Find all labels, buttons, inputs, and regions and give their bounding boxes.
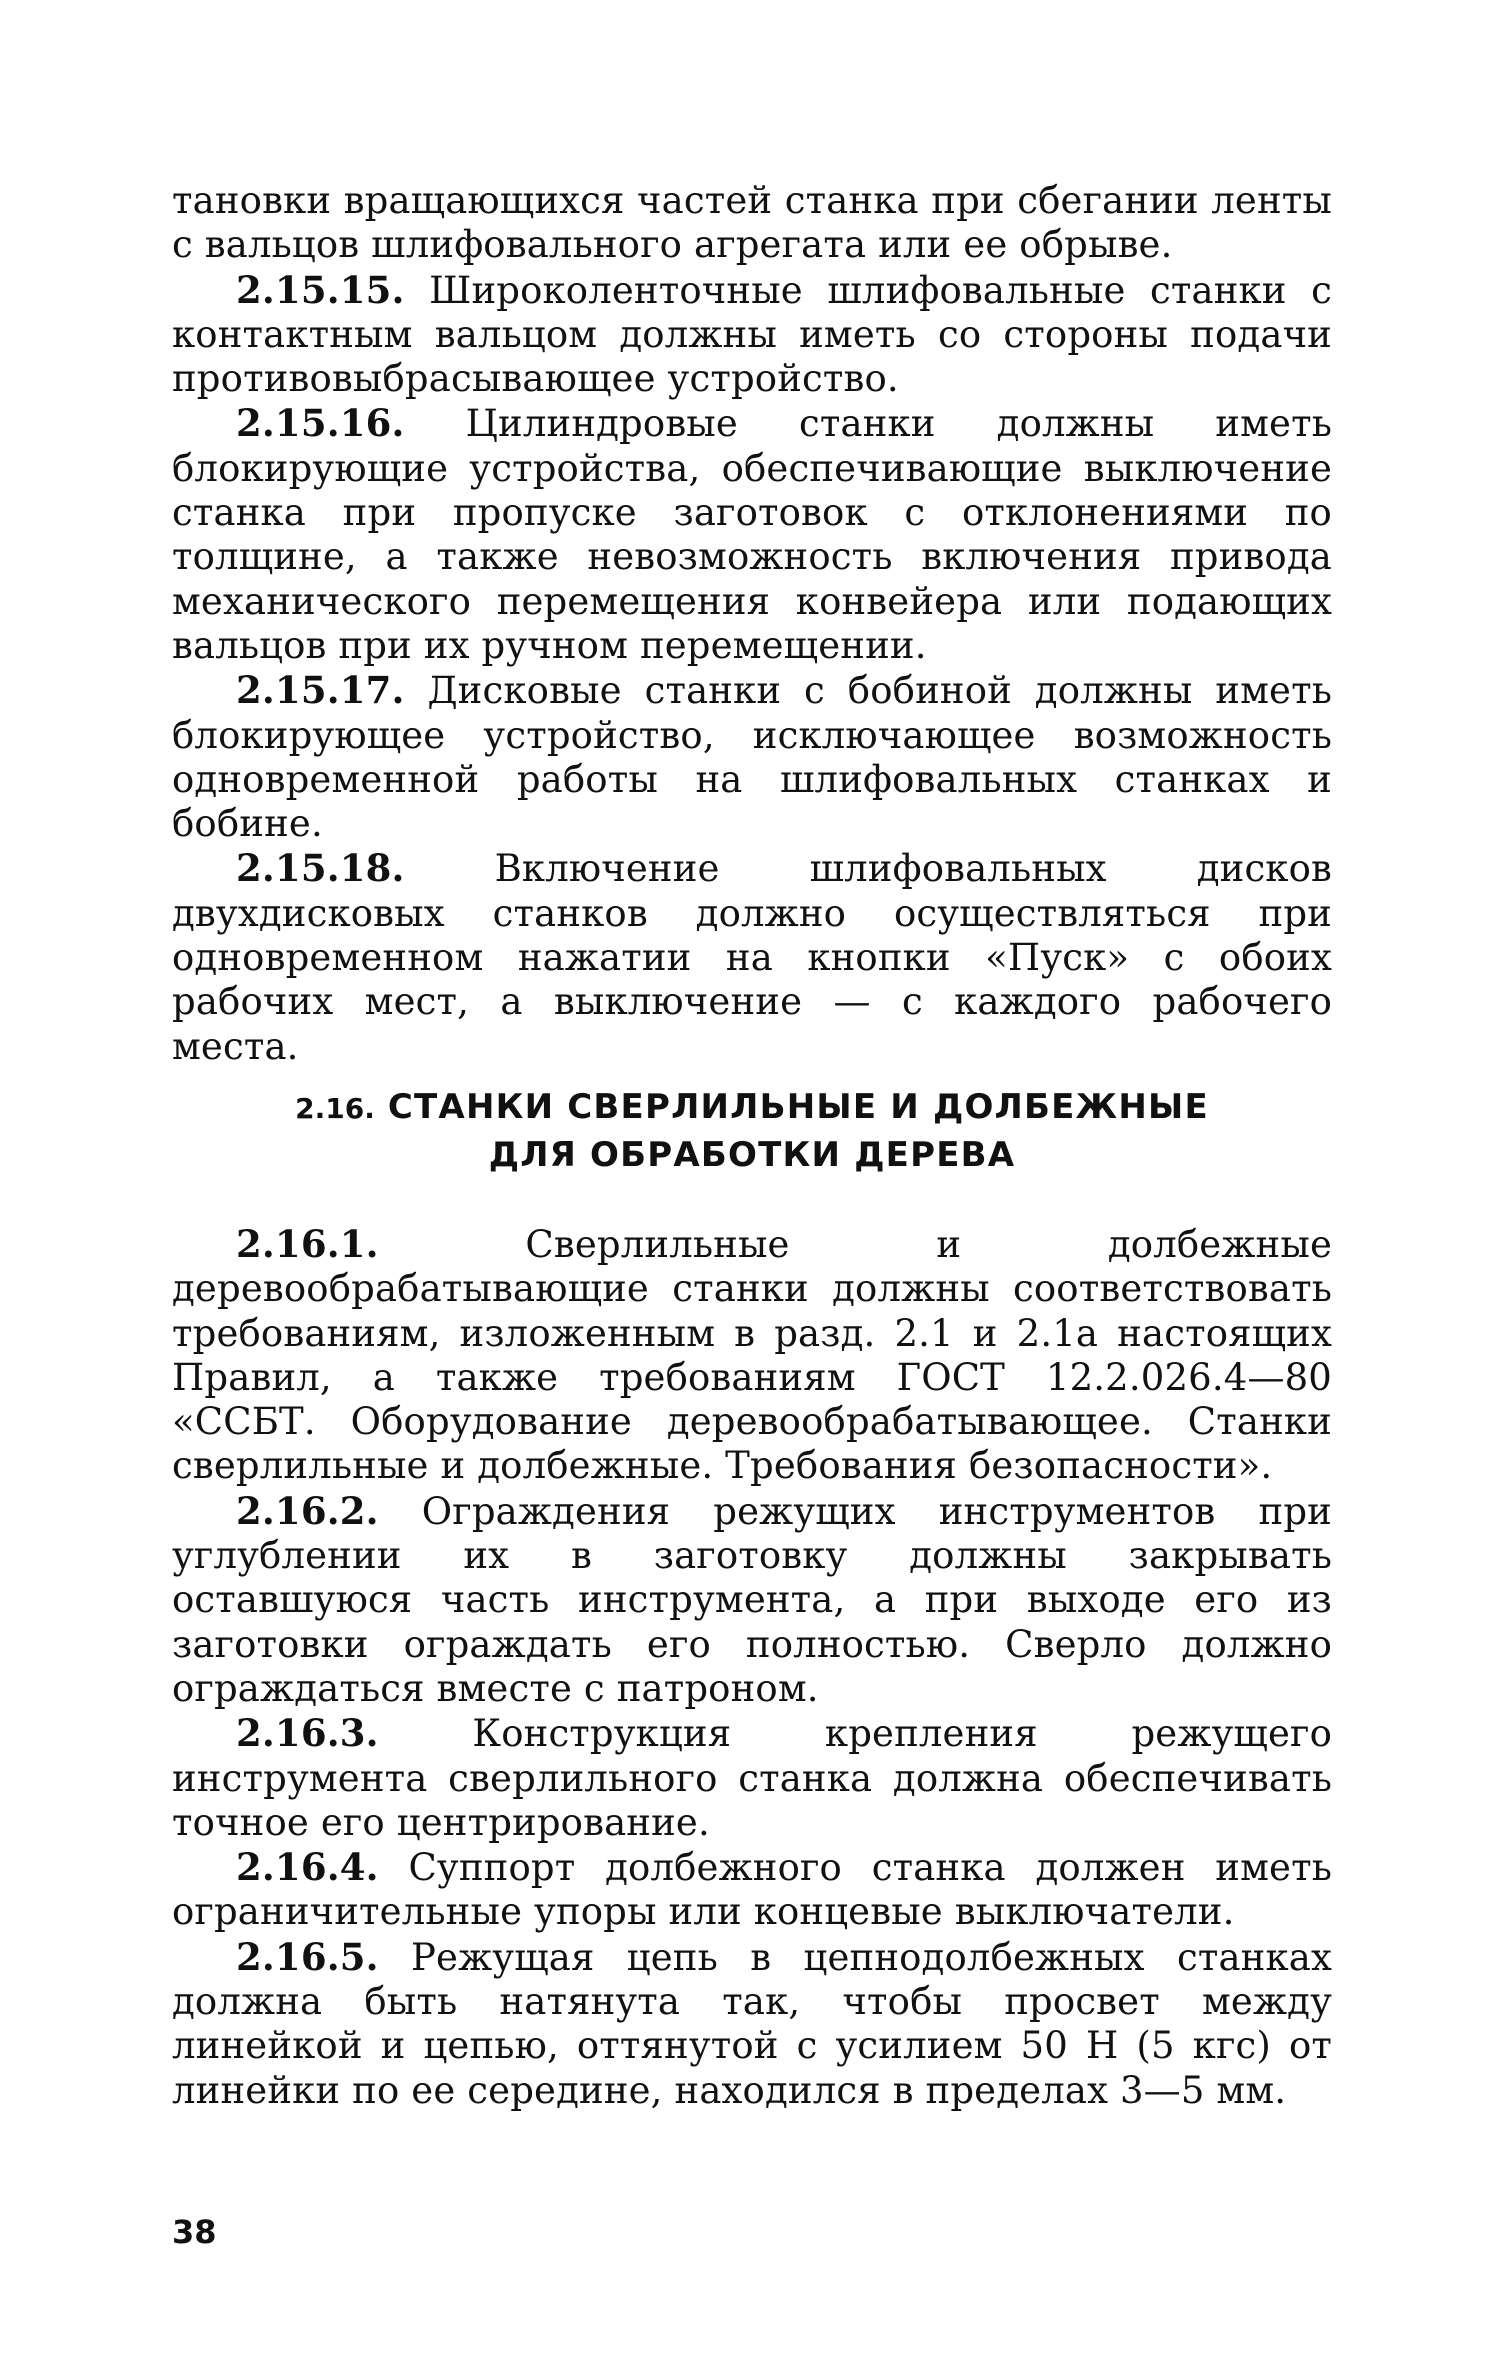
paragraph-2-15-17 xyxy=(172,668,1332,846)
paragraph-text: тановки вращающихся частей станка при сбегании ленты с вальцов шлифовального агрегата или ее обрыве. xyxy=(172,179,1332,267)
paragraph-text: Дисковые станки с бобиной должны иметь блокирующее устройство, исключающее возможность одновременной работы на шлифовальных станках и бобине. xyxy=(172,669,1332,846)
paragraph-2-16-5 xyxy=(172,1935,1332,2113)
top-text-block xyxy=(172,178,1332,1069)
section-number: 2.16. xyxy=(295,1092,375,1125)
paragraph-continuation xyxy=(172,178,1332,268)
paragraph-number: 2.15.16. xyxy=(236,401,405,446)
paragraph-number: 2.15.15. xyxy=(236,267,405,312)
paragraph-text: Цилиндровые станки должны иметь блокирующие устройства, обеспечивающие выключение станка при пропуске заготовок с отклонениями по толщине, а также невозможность включения привода механического перемещения конвейера или подающих вальцов при их ручном перемещении. xyxy=(172,402,1332,667)
paragraph-number: 2.16.2. xyxy=(236,1488,379,1533)
page-number: 38 xyxy=(172,2213,217,2251)
paragraph-text: Сверлильные и долбежные деревообрабатывающие станки должны соответствовать требованиям, изложенным в разд. 2.1 и 2.1а настоящих Правил, а также требованиям ГОСТ 12.2.026.4—80 «ССБТ. Оборудование деревообрабатывающее. Станки сверлильные и долбежные. Требования безопасности». xyxy=(172,1223,1332,1488)
section-text-block xyxy=(172,1222,1332,2113)
paragraph-number: 2.15.18. xyxy=(236,846,405,891)
paragraph-text: Включение шлифовальных дисков двухдисковых станков должно осуществляться при одновременном нажатии на кнопки «Пуск» с обоих рабочих мест, а выключение — с каждого рабочего места. xyxy=(172,847,1332,1068)
section-heading-line-1 xyxy=(172,1084,1332,1132)
section-heading xyxy=(172,1084,1332,1178)
paragraph-text: Суппорт долбежного станка должен иметь ограничительные упоры или концевые выключатели. xyxy=(172,1846,1332,1934)
paragraph-2-16-4 xyxy=(172,1845,1332,1935)
paragraph-2-15-16 xyxy=(172,401,1332,668)
paragraph-number: 2.16.1. xyxy=(236,1222,379,1266)
paragraph-number: 2.15.17. xyxy=(236,668,405,713)
section-heading-line-2: ДЛЯ ОБРАБОТКИ ДЕРЕВА xyxy=(488,1135,1016,1175)
paragraph-2-16-2 xyxy=(172,1489,1332,1711)
paragraph-2-15-15 xyxy=(172,268,1332,402)
paragraph-text: Широколенточные шлифовальные станки с контактным вальцом должны иметь со стороны подачи противовыбрасывающее устройство. xyxy=(172,268,1332,401)
paragraph-2-16-1 xyxy=(172,1222,1332,1489)
paragraph-text: Ограждения режущих инструментов при углублении их в заготовку должны закрывать оставшуюся часть инструмента, а при выходе его из заготовки ограждать его полностью. Сверло должно ограждаться вместе с патроном. xyxy=(172,1489,1332,1710)
paragraph-number: 2.16.5. xyxy=(236,1934,379,1979)
section-title-part-1: СТАНКИ СВЕРЛИЛЬНЫЕ И ДОЛБЕЖНЫЕ xyxy=(374,1087,1209,1127)
paragraph-2-16-3 xyxy=(172,1711,1332,1845)
paragraph-number: 2.16.3. xyxy=(236,1711,379,1756)
paragraph-text: Режущая цепь в цепнодолбежных станках должна быть натянута так, чтобы просвет между линейкой и цепью, оттянутой с усилием 50 Н (5 кгс) от линейки по ее середине, находился в пределах 3—5 мм. xyxy=(172,1935,1332,2112)
paragraph-number: 2.16.4. xyxy=(236,1845,379,1890)
paragraph-text: Конструкция крепления режущего инструмента сверлильного станка должна обеспечивать точное его центрирование. xyxy=(172,1712,1332,1844)
paragraph-2-15-18 xyxy=(172,846,1332,1068)
